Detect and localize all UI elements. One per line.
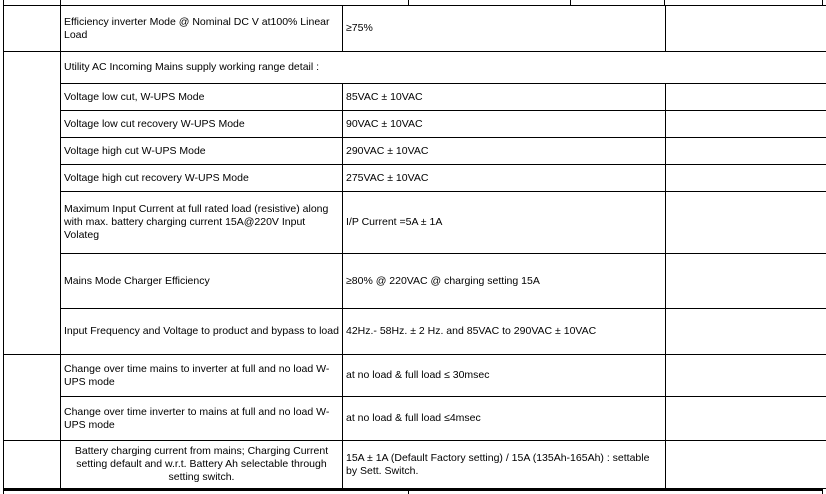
- table-row: [4, 138, 826, 165]
- value-cell: ≥75%: [343, 6, 666, 52]
- table-row: [4, 6, 826, 52]
- remarks-cell: [666, 254, 826, 309]
- table-row: [4, 192, 826, 254]
- table-bottom-border: [3, 489, 823, 491]
- remarks-cell: [666, 441, 826, 489]
- section-header-cell: Utility AC Incoming Mains supply working range detail :: [61, 52, 826, 84]
- parameter-cell: Change over time mains to inverter at full and no load W-UPS mode: [61, 355, 343, 397]
- parameter-cell: Voltage low cut recovery W-UPS Mode: [61, 111, 343, 138]
- index-cell: [4, 355, 61, 441]
- table-row: [4, 309, 826, 355]
- value-cell: 85VAC ± 10VAC: [343, 84, 666, 111]
- parameter-cell: Voltage high cut W-UPS Mode: [61, 138, 343, 165]
- parameter-cell: Voltage high cut recovery W-UPS Mode: [61, 165, 343, 192]
- value-cell: 15A ± 1A (Default Factory setting) / 15A (135Ah-165Ah) : settable by Sett. Switch.: [343, 441, 666, 489]
- value-cell: 275VAC ± 10VAC: [343, 165, 666, 192]
- value-cell: 290VAC ± 10VAC: [343, 138, 666, 165]
- remarks-cell: [666, 138, 826, 165]
- parameter-cell: Maximum Input Current at full rated load (resistive) along with max. battery charging current 15A@220V Input Volateg: [61, 192, 343, 254]
- value-cell: 90VAC ± 10VAC: [343, 111, 666, 138]
- parameter-cell: Mains Mode Charger Efficiency: [61, 254, 343, 309]
- remarks-cell: [666, 165, 826, 192]
- parameter-cell: Efficiency inverter Mode @ Nominal DC V at100% Linear Load: [61, 6, 343, 52]
- table-row: [4, 52, 826, 84]
- remarks-cell: [666, 111, 826, 138]
- table-row: [4, 355, 826, 397]
- value-cell: 42Hz.- 58Hz. ± 2 Hz. and 85VAC to 290VAC ± 10VAC: [343, 309, 666, 355]
- remarks-cell: [666, 397, 826, 441]
- table-row: [4, 254, 826, 309]
- table-row: [4, 84, 826, 111]
- table-row: [4, 397, 826, 441]
- parameter-cell: Change over time inverter to mains at full and no load W-UPS mode: [61, 397, 343, 441]
- value-cell: ≥80% @ 220VAC @ charging setting 15A: [343, 254, 666, 309]
- specification-table: [3, 5, 826, 489]
- table-row: [4, 165, 826, 192]
- value-cell: I/P Current =5A ± 1A: [343, 192, 666, 254]
- parameter-cell: Battery charging current from mains; Charging Current setting default and w.r.t. Battery Ah selectable through setting switch.: [61, 441, 343, 489]
- index-cell: [4, 441, 61, 489]
- remarks-cell: [666, 192, 826, 254]
- remarks-cell: [666, 355, 826, 397]
- remarks-cell: [666, 309, 826, 355]
- index-cell: [4, 6, 61, 52]
- value-cell: at no load & full load ≤ 30msec: [343, 355, 666, 397]
- index-cell: [4, 52, 61, 355]
- value-cell: at no load & full load ≤4msec: [343, 397, 666, 441]
- remarks-cell: [666, 6, 826, 52]
- parameter-cell: Input Frequency and Voltage to product and bypass to load: [61, 309, 343, 355]
- remarks-cell: [666, 84, 826, 111]
- table-row: [4, 111, 826, 138]
- table-row: [4, 441, 826, 489]
- parameter-cell: Voltage low cut, W-UPS Mode: [61, 84, 343, 111]
